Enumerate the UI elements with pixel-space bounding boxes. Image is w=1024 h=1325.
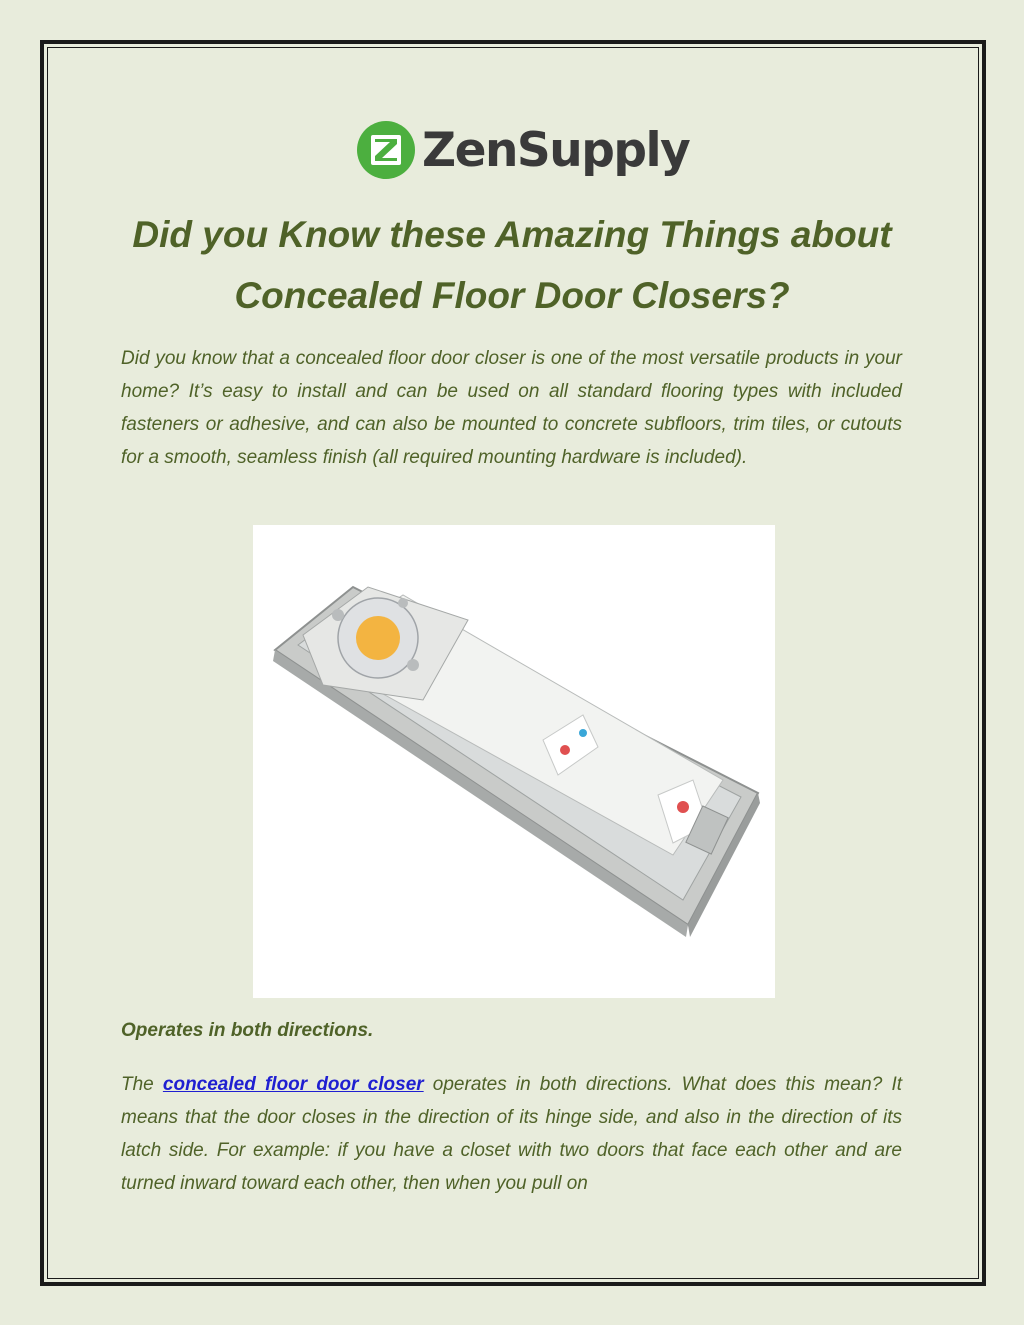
section-heading: Operates in both directions. bbox=[121, 1020, 374, 1041]
section-body: operates in both directions. What does this mean? It means that the door closes in the direction of its hinge side, and also in the direction of its latch side. For example: if you have a closet with two doors that face each other and are turned inward toward each other, then when you pull on bbox=[121, 1074, 903, 1194]
section-paragraph bbox=[121, 1068, 902, 1200]
zensupply-logo-icon bbox=[356, 120, 416, 180]
concealed-floor-door-closer-link[interactable]: concealed floor door closer bbox=[162, 1074, 424, 1095]
intro-paragraph: Did you know that a concealed floor door closer is one of the most versatile products in your home? It’s easy to install and can be used on all standard flooring types with included fasteners or adhesive, and can also be mounted to concrete subfloors, trim tiles, or cutouts for a smooth, seamless finish (all required mounting hardware is included). bbox=[121, 348, 902, 468]
product-image bbox=[253, 525, 775, 998]
section-prefix: The bbox=[121, 1074, 163, 1095]
zensupply-logo[interactable] bbox=[356, 118, 689, 182]
logo-wordmark: ZenSupply bbox=[422, 122, 690, 178]
floor-door-closer-image bbox=[253, 525, 775, 998]
article-title: Did you Know these Amazing Things about Concealed Floor Door Closers? bbox=[132, 214, 892, 316]
